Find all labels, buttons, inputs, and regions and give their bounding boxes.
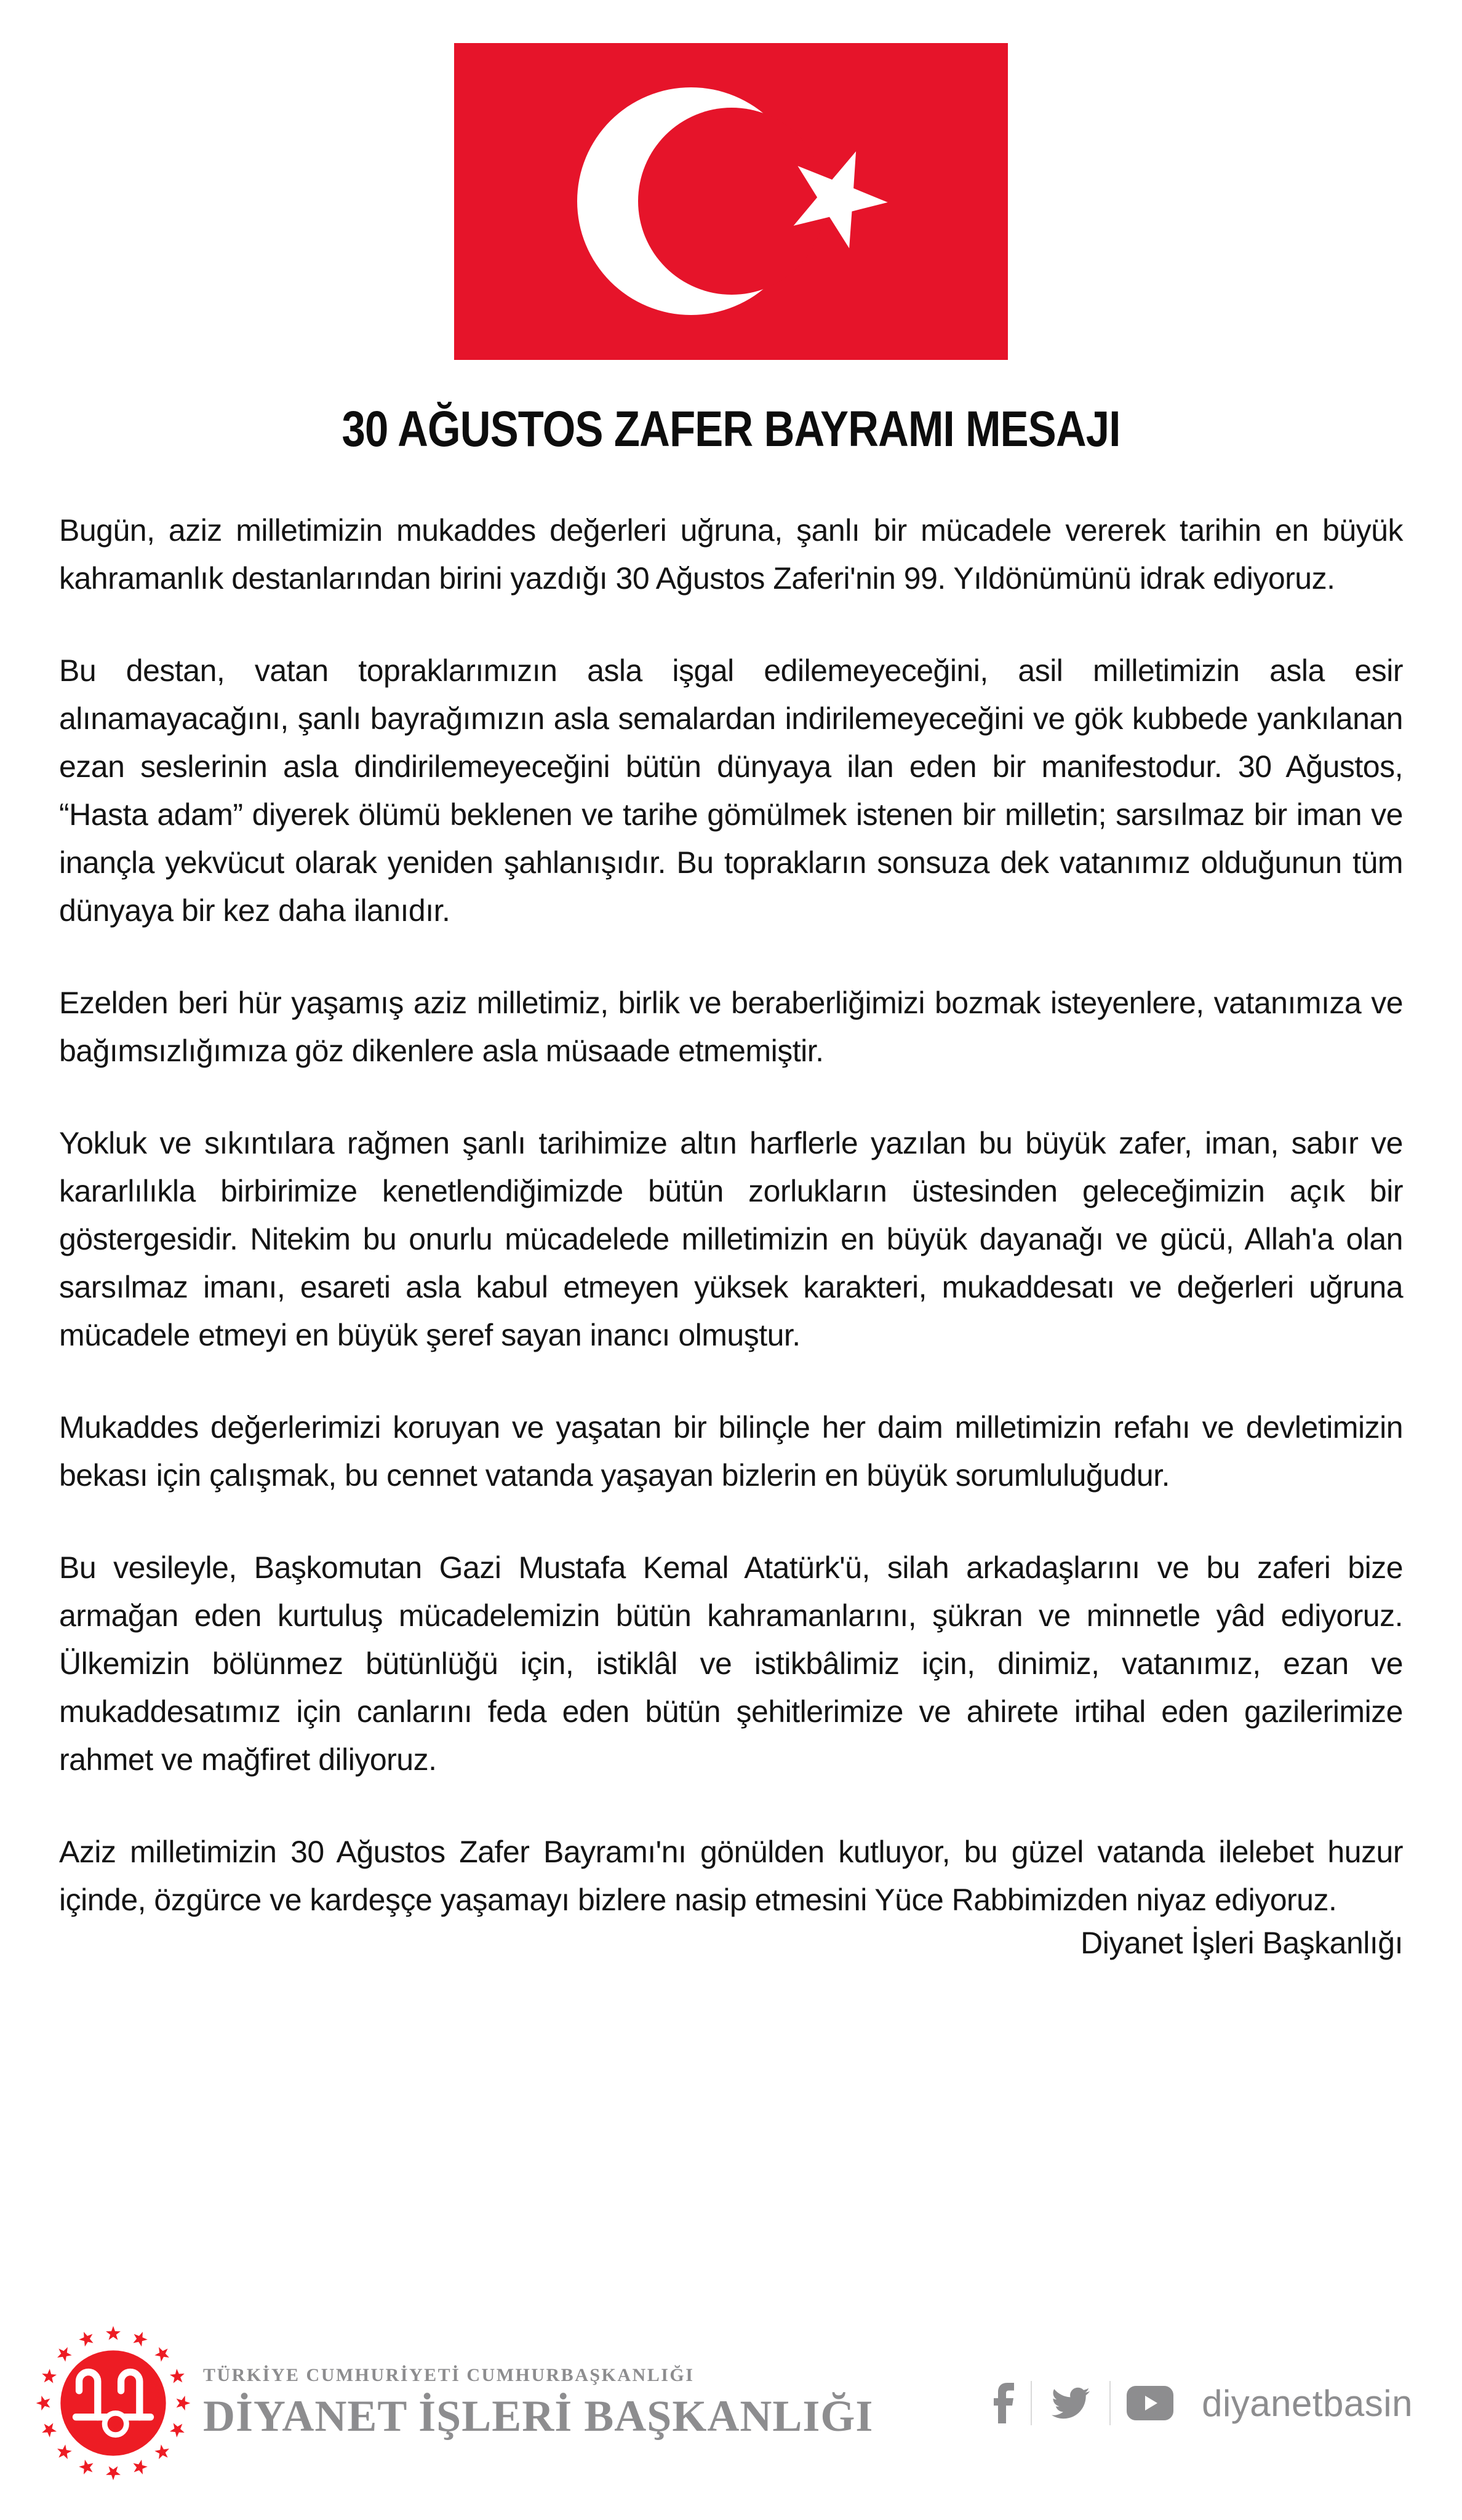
page-title-text: 30 AĞUSTOS ZAFER BAYRAMI MESAJI <box>342 401 1120 457</box>
youtube-icon[interactable] <box>1127 2386 1173 2420</box>
turkish-flag-image <box>454 43 1008 360</box>
message-paragraph: Ezelden beri hür yaşamış aziz milletimiz, birlik ve beraberliğimizi bozmak isteyenlere, vatanımıza ve bağımsızlığımıza göz dikenlere asla müsaade etmemiştir. <box>59 986 1403 1068</box>
org-name-small: TÜRKİYE CUMHURİYETİ CUMHURBAŞKANLIĞI <box>203 2364 695 2385</box>
org-name-large: DİYANET İŞLERİ BAŞKANLIĞI <box>203 2391 874 2441</box>
message-paragraph: Bu vesileyle, Başkomutan Gazi Mustafa Kemal Atatürk'ü, silah arkadaşlarını ve bu zaferi bize armağan eden kurtuluş mücadelemizin bütün kahramanlarını, şükran ve minnetle yâd ediyoruz. Ülkemizin bölünmez bütünlüğü için, istiklâl ve istikbâlimiz için, dinimiz, vatanımız, ezan ve mukaddesatımız için canlarını feda eden bütün şehitlerimize ve ahirete irtihal eden gazilerimize rahmet ve mağfiret diliyoruz. <box>59 1550 1403 1777</box>
logo-ring <box>105 2413 126 2434</box>
footer <box>0 2307 1462 2520</box>
message-body <box>0 506 1462 1961</box>
logo-disc <box>60 2350 166 2455</box>
diyanet-logo-graphic <box>36 2326 191 2481</box>
facebook-icon[interactable] <box>994 2383 1015 2423</box>
social-handle: diyanetbasin <box>1202 2382 1413 2424</box>
message-paragraph: Mukaddes değerlerimizi koruyan ve yaşatan bir bilinçle her daim milletimizin refahı ve devletimizin bekası için çalışmak, bu cennet vatanda yaşayan bizlerin en büyük sorumluluğudur. <box>59 1410 1403 1493</box>
turkish-flag-graphic <box>454 43 1008 360</box>
message-paragraph: Bugün, aziz milletimizin mukaddes değerleri uğruna, şanlı bir mücadele vererek tarihin en büyük kahramanlık destanlarından birini yazdığı 30 Ağustos Zaferi'nin 99. Yıldönümünü idrak ediyoruz. <box>59 513 1403 596</box>
page-title <box>0 401 1462 458</box>
social-divider <box>1109 2381 1111 2425</box>
diyanet-logo-icon <box>36 2326 191 2481</box>
message-paragraph: Aziz milletimizin 30 Ağustos Zafer Bayramı'nı gönülden kutluyor, bu güzel vatanda ilelebet huzur içinde, özgürce ve kardeşçe yaşamayı bizlere nasip etmesini Yüce Rabbimizden niyaz ediyoruz. <box>59 1835 1403 1917</box>
social-links <box>994 2381 1413 2425</box>
social-divider <box>1031 2381 1032 2425</box>
signature: Diyanet İşleri Başkanlığı <box>1081 1926 1403 1960</box>
message-paragraph: Yokluk ve sıkıntılara rağmen şanlı tarihimize altın harflerle yazılan bu büyük zafer, iman, sabır ve kararlılıkla birbirimize kenetlendiğimizde bütün zorlukların üstesinden geleceğimizin açık bir göstergesidir. Nitekim bu onurlu mücadelede milletimizin en büyük dayanağı ve gücü, Allah'a olan sarsılmaz imanı, esareti asla kabul etmeyen yüksek karakteri, mukaddesatı ve değerleri uğruna mücadele etmeyi en büyük şeref sayan inancı olmuştur. <box>59 1126 1403 1352</box>
crescent-inner <box>638 108 825 295</box>
twitter-icon[interactable] <box>1048 2384 1093 2422</box>
org-name-block <box>203 2365 873 2442</box>
message-paragraph: Bu destan, vatan topraklarımızın asla işgal edilemeyeceğini, asil milletimizin asla esir alınamayacağını, şanlı bayrağımızın asla semalardan indirilemeyeceğini ve gök kubbede yankılanan ezan seslerinin asla dindirilemeyeceğini bütün dünyaya ilan eden bir manifestodur. 30 Ağustos, “Hasta adam” diyerek ölümü beklenen ve tarihe gömülmek istenen bir milletin; sarsılmaz bir iman ve inançla yekvücut olarak yeniden şahlanışıdır. Bu toprakların sonsuza dek vatanımız olduğunun tüm dünyaya bir kez daha ilanıdır. <box>59 653 1403 928</box>
